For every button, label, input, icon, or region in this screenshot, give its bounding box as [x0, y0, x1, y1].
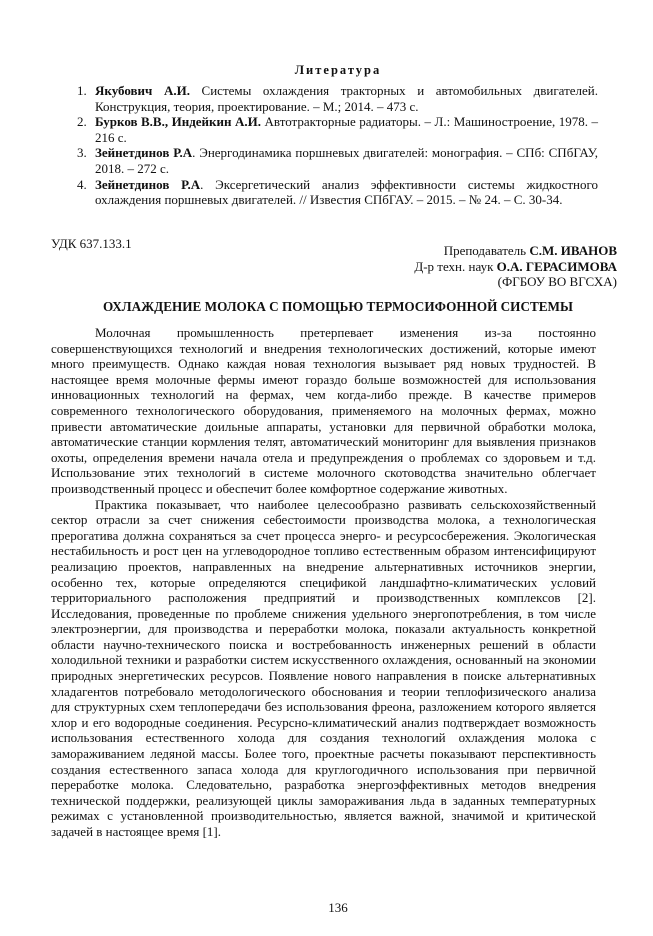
author-position: Преподаватель: [443, 243, 527, 258]
reference-number: 3.: [77, 145, 87, 161]
reference-number: 2.: [77, 114, 87, 130]
reference-item: [78, 83, 598, 114]
reference-number: 1.: [77, 83, 87, 98]
author-line: [414, 243, 617, 259]
reference-item: [78, 114, 598, 145]
author-block: [414, 243, 617, 290]
author-name: О.А. ГЕРАСИМОВА: [496, 258, 617, 274]
article-body: [51, 325, 596, 840]
reference-text: . Эксергетический анализ эффективности системы жидкостного охлаждения поршневых двигателей. // Известия СПбГАУ. – 2015. – № 24. – С. 30-34.: [95, 176, 598, 208]
author-affiliation: (ФГБОУ ВО ВГСХА): [497, 274, 617, 290]
reference-authors: Зейнетдинов Р.А: [95, 145, 193, 161]
literature-heading: Литература: [294, 63, 382, 77]
reference-text: Системы охлаждения тракторных и автомобильных двигателей. Конструкция, теория, проектирование. – М.; 2014. – 473 с.: [95, 83, 599, 114]
reference-item: [78, 177, 598, 208]
page-number: 136: [328, 900, 348, 915]
article-title: ОХЛАЖДЕНИЕ МОЛОКА С ПОМОЩЬЮ ТЕРМОСИФОННОЙ СИСТЕМЫ: [103, 299, 573, 314]
reference-authors: Бурков В.В., Индейкин А.И.: [95, 114, 262, 130]
udk-code: УДК 637.133.1: [51, 236, 132, 251]
reference-item: [78, 145, 598, 176]
reference-authors: Якубович А.И.: [95, 83, 190, 98]
reference-authors: Зейнетдинов Р.А: [95, 176, 201, 192]
reference-number: 4.: [77, 176, 87, 192]
author-name: С.М. ИВАНОВ: [529, 243, 617, 258]
body-paragraph: Молочная промышленность претерпевает изменения из-за постоянно совершенствующихся технологий и внедрения технологических достижений, которые имеют много преимуществ. Однако каждая новая технология вызывает ряд новых трудностей. В настоящее время молочные фермы имеют гораздо больше возможностей для использования инновационных технологий на фермах, чем когда-либо прежде. В качестве примеров современного технологического оборудования, применяемого на молочных фермах, можно привести автоматические доильные аппараты, установки для первичной обработки молока, автоматические станции кормления телят, автоматический мониторинг для выявления признаков охоты, определения времени начала отела и предупреждения о проблемах со здоровьем и т.д. Использование этих технологий в системе молочного скотоводства значительно облегчает производственный процесс и обеспечит более комфортное содержание животных.: [51, 325, 596, 496]
reference-list: [78, 83, 598, 208]
body-paragraph: Практика показывает, что наиболее целесообразно развивать сельскохозяйственный сектор отрасли за счет снижения себестоимости производства молока, а технологическая прерогатива должна сохраняться за счет процесса энерго- и ресурсосбережения. Экологическая нестабильность и рост цен на углеводородное топливо естественным образом интенсифицируют реализацию проектов, направленных на внедрение альтернативных источников энергии, особенно тех, которые определяются спецификой ландшафтно-климатических условий территориального расположения предприятий и производственных комплексов [2]. Исследования, проведенные по проблеме снижения удельного энергопотребления, в том числе электроэнергии, для производства и переработки молока, показали актуальность конкретной области научно-технического поиска и востребованность инженерных решений в области холодильной техники и разработки систем искусственного охлаждения, основанный на экономии природных энергетических ресурсов. Появление нового направления в поиске альтернативных хладагентов потребовало методологического обоснования и теории теплофизического анализа для структурных схем теплопередачи без использования фреона, разложением которого является хлор и его водородные соединения. Ресурсно-климатический анализ подтверждает возможность использования естественного холода для создания технологий охлаждения молока с замораживанием ледяной массы. Более того, проектные расчеты показывают перспективность создания естественного запаса холода для круглогодичного использования при первичной переработке молока. Следовательно, разработка энергоэффективных методов внедрения технической поддержки, реализующей циклы замораживания льда в заданных температурных режимах с установленной производительностью, является важной, значимой и критической задачей в настоящее время [1].: [51, 496, 596, 839]
author-line: [414, 259, 617, 275]
reference-text: Автотракторные радиаторы. – Л.: Машиностроение, 1978. – 216 с.: [95, 114, 599, 145]
reference-text: . Энергодинамика поршневых двигателей: монография. – СПб: СПбГАУ, 2018. – 272 с.: [95, 145, 598, 176]
author-degree: Д-р техн. наук: [414, 258, 494, 274]
